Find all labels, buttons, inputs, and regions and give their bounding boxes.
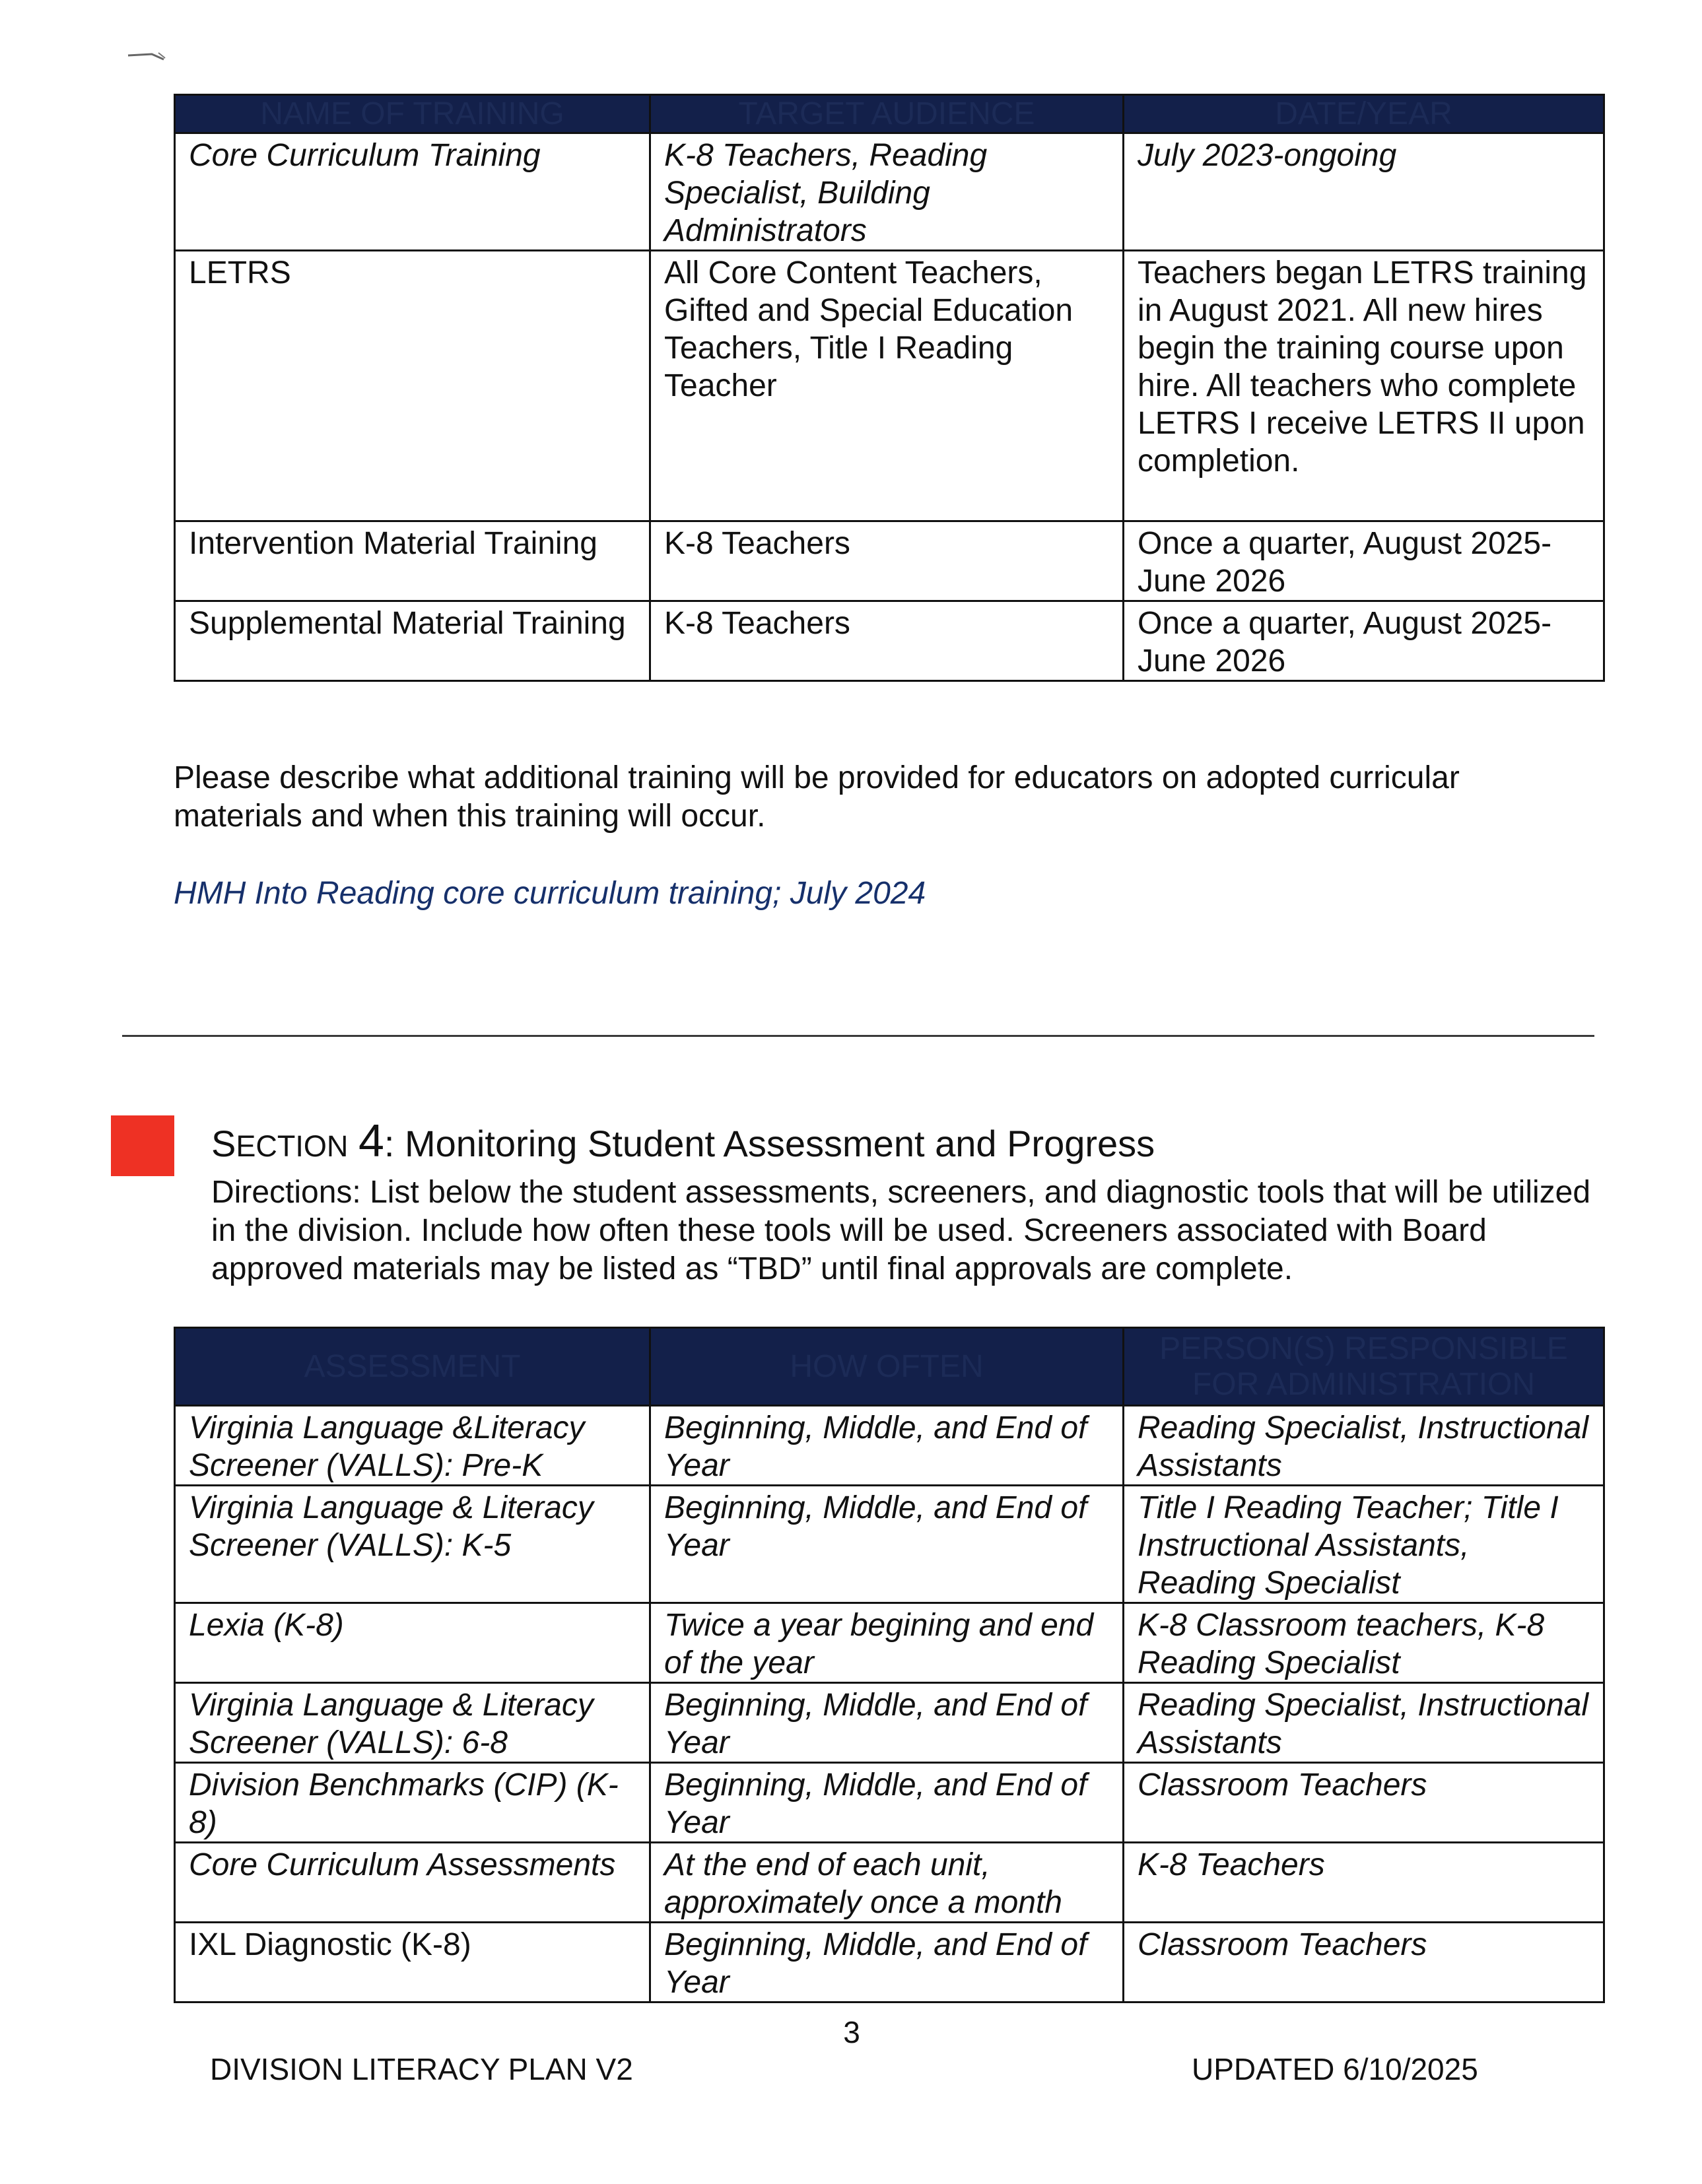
assessment-name: Division Benchmarks (CIP) (K-8) (175, 1763, 650, 1843)
training-date: Once a quarter, August 2025-June 2026 (1124, 521, 1604, 601)
assessment-how-often: Beginning, Middle, and End of Year (650, 1406, 1124, 1486)
training-date: Teachers began LETRS training in August 2021. All new hires begin the training course upon hire. All teachers who complete LETRS I receive LETRS II upon completion. (1124, 251, 1604, 521)
scan-pen-mark (125, 48, 172, 67)
assessment-how-often: Beginning, Middle, and End of Year (650, 1923, 1124, 2002)
training-row (175, 601, 1604, 681)
training-table-header (175, 95, 1604, 133)
footer-updated-date: UPDATED 6/10/2025 (1192, 2052, 1478, 2086)
assessment-table (174, 1327, 1605, 2003)
header-date-year: DATE/YEAR (1124, 95, 1604, 133)
training-name: Core Curriculum Training (175, 133, 650, 251)
assessment-row (175, 1406, 1604, 1486)
training-date: July 2023-ongoing (1124, 133, 1604, 251)
assessment-responsible: K-8 Classroom teachers, K-8 Reading Specialist (1124, 1603, 1604, 1683)
assessment-table-header (175, 1328, 1604, 1406)
page-number: 3 (843, 2015, 860, 2049)
assessment-responsible: Reading Specialist, Instructional Assistants (1124, 1683, 1604, 1763)
assessment-row (175, 1603, 1604, 1683)
training-answer: HMH Into Reading core curriculum training; July 2024 (174, 876, 926, 911)
header-assessment: ASSESSMENT (175, 1328, 650, 1406)
training-name: Intervention Material Training (175, 521, 650, 601)
assessment-responsible: Classroom Teachers (1124, 1763, 1604, 1843)
header-name-of-training: NAME OF TRAINING (175, 95, 650, 133)
assessment-how-often: Beginning, Middle, and End of Year (650, 1486, 1124, 1603)
training-name: Supplemental Material Training (175, 601, 650, 681)
training-audience: All Core Content Teachers, Gifted and Special Education Teachers, Title I Reading Teacher (650, 251, 1124, 521)
header-how-often: HOW OFTEN (650, 1328, 1124, 1406)
section-marker-icon (111, 1115, 174, 1176)
assessment-row (175, 1843, 1604, 1923)
assessment-name: Core Curriculum Assessments (175, 1843, 650, 1923)
assessment-row (175, 1486, 1604, 1603)
training-row (175, 133, 1604, 251)
section-4-title: SECTION 4: Monitoring Student Assessment and Progress (211, 1115, 1155, 1166)
training-name: LETRS (175, 251, 650, 521)
assessment-how-often: Twice a year begining and end of the year (650, 1603, 1124, 1683)
assessment-name: IXL Diagnostic (K-8) (175, 1923, 650, 2002)
assessment-responsible: Reading Specialist, Instructional Assistants (1124, 1406, 1604, 1486)
assessment-responsible: Classroom Teachers (1124, 1923, 1604, 2002)
assessment-row (175, 1923, 1604, 2002)
assessment-how-often: Beginning, Middle, and End of Year (650, 1683, 1124, 1763)
training-audience: K-8 Teachers, Reading Specialist, Building Administrators (650, 133, 1124, 251)
assessment-name: Virginia Language & Literacy Screener (VALLS): K-5 (175, 1486, 650, 1603)
assessment-name: Virginia Language & Literacy Screener (VALLS): 6-8 (175, 1683, 650, 1763)
training-row (175, 521, 1604, 601)
assessment-name: Lexia (K-8) (175, 1603, 650, 1683)
training-table (174, 94, 1605, 682)
section-divider (122, 1035, 1594, 1037)
training-date: Once a quarter, August 2025-June 2026 (1124, 601, 1604, 681)
assessment-name: Virginia Language &Literacy Screener (VALLS): Pre-K (175, 1406, 650, 1486)
header-target-audience: TARGET AUDIENCE (650, 95, 1124, 133)
training-row (175, 251, 1604, 521)
training-prompt: Please describe what additional training will be provided for educators on adopted curricular materials and when this training will occur. (174, 760, 1460, 834)
footer-document-title: DIVISION LITERACY PLAN V2 (210, 2052, 633, 2086)
assessment-how-often: At the end of each unit, approximately once a month (650, 1843, 1124, 1923)
header-persons-responsible: PERSON(S) RESPONSIBLE FOR ADMINISTRATION (1124, 1328, 1604, 1406)
assessment-responsible: K-8 Teachers (1124, 1843, 1604, 1923)
assessment-responsible: Title I Reading Teacher; Title I Instructional Assistants, Reading Specialist (1124, 1486, 1604, 1603)
assessment-row (175, 1763, 1604, 1843)
assessment-how-often: Beginning, Middle, and End of Year (650, 1763, 1124, 1843)
training-audience: K-8 Teachers (650, 521, 1124, 601)
assessment-row (175, 1683, 1604, 1763)
section-4-directions: Directions: List below the student assessments, screeners, and diagnostic tools that will be utilized in the division. Include how often these tools will be used. Screeners associated with Board approved materials may be listed as “TBD” until final approvals are complete. (211, 1175, 1591, 1286)
training-audience: K-8 Teachers (650, 601, 1124, 681)
